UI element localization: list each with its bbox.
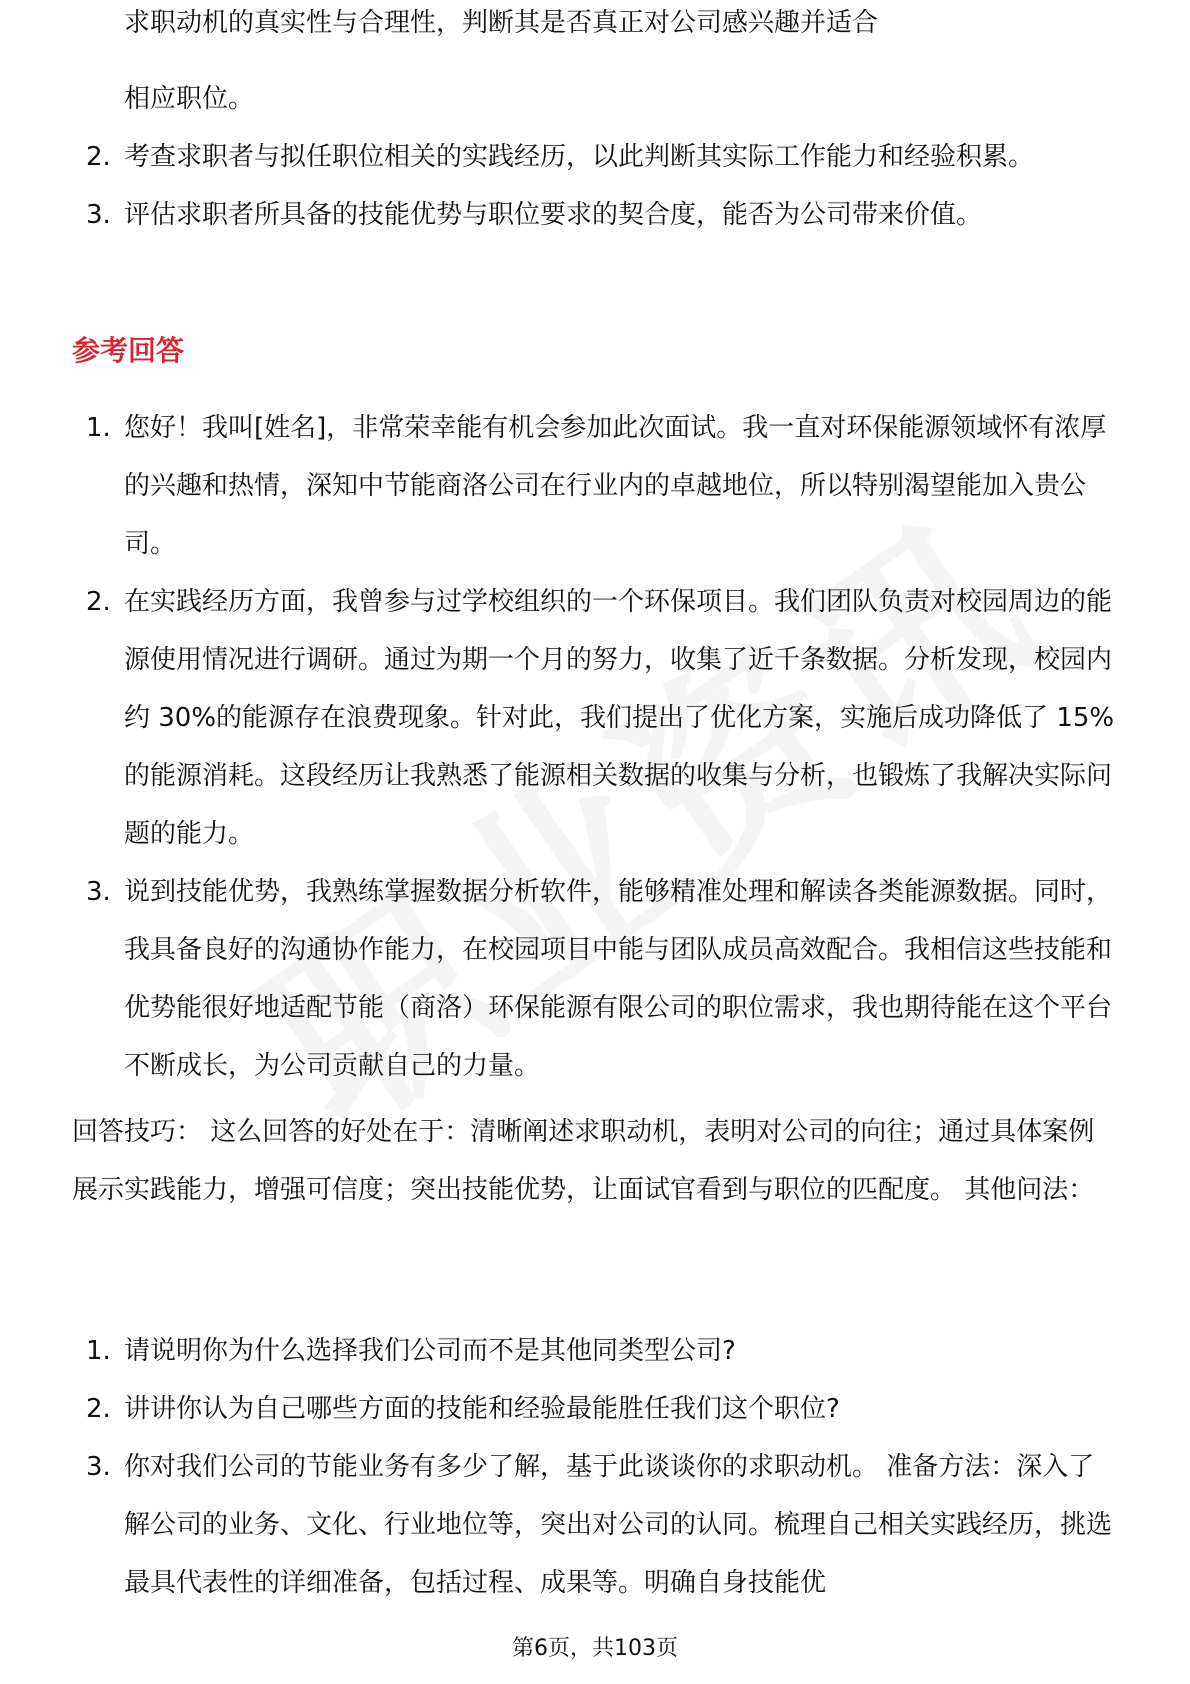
list-number: 1. — [86, 1336, 111, 1366]
list-text: 评估求职者所具备的技能优势与职位要求的契合度，能否为公司带来价值。 — [124, 200, 983, 230]
list-item — [0, 573, 1190, 863]
list-item — [0, 399, 1190, 573]
list-text: 您好！我叫[姓名]，非常荣幸能有机会参加此次面试。我一直对环保能源领域怀有浓厚的兴趣和热情，深知中节能商洛公司在行业内的卓越地位，所以特别渴望能加入贵公司。 — [124, 413, 1107, 559]
list-item — [0, 128, 1190, 186]
cut-off-text-line — [124, 8, 1120, 54]
page-number: 第6页，共103页 — [512, 1636, 678, 1661]
list-number: 3. — [86, 1452, 111, 1482]
list-item — [0, 1322, 1190, 1380]
list-number: 3. — [86, 877, 111, 907]
answer-heading: 参考回答 — [72, 334, 185, 367]
answer-tips: 回答技巧： 这么回答的好处在于：清晰阐述求职动机，表明对公司的向往；通过具体案例展示实践能力，增强可信度；突出技能优势，让面试官看到与职位的匹配度。 其他问法： — [72, 1117, 1095, 1205]
list-number: 3. — [86, 200, 111, 230]
list-text: 讲讲你认为自己哪些方面的技能和经验最能胜任我们这个职位? — [124, 1394, 840, 1424]
cut-off-text: 求职动机的真实性与合理性，判断其是否真正对公司感兴趣并适合 — [124, 8, 879, 38]
list-item — [0, 863, 1190, 1095]
list-number: 2. — [86, 587, 111, 617]
other-questions-list — [0, 1322, 1190, 1612]
list-text: 相应职位。 — [124, 84, 255, 114]
list-item — [0, 70, 1190, 128]
list-item — [0, 1380, 1190, 1438]
list-item — [0, 1438, 1190, 1612]
list-text: 考查求职者与拟任职位相关的实践经历，以此判断其实际工作能力和经验积累。 — [124, 142, 1035, 172]
list-number: 2. — [86, 1394, 111, 1424]
list-item — [0, 186, 1190, 244]
intro-list — [0, 70, 1190, 244]
list-text: 在实践经历方面，我曾参与过学校组织的一个环保项目。我们团队负责对校园周边的能源使用情况进行调研。通过为期一个月的努力，收集了近千条数据。分析发现，校园内约 30%的能源存在浪费现象。针对此，我们提出了优化方案，实施后成功降低了 15%的能源消耗。这段经历让我熟悉了能源相关数据的收集与分析，也锻炼了我解决实际问题的能力。 — [124, 587, 1115, 849]
list-text: 你对我们公司的节能业务有多少了解，基于此谈谈你的求职动机。 准备方法：深入了解公司的业务、文化、行业地位等，突出对公司的认同。梳理自己相关实践经历，挑选最具代表性的详细准备，包括过程、成果等。明确自身技能优 — [124, 1452, 1113, 1598]
list-number: 1. — [86, 413, 111, 443]
list-text: 请说明你为什么选择我们公司而不是其他同类型公司? — [124, 1336, 736, 1366]
answer-list — [0, 399, 1190, 1095]
list-number: 2. — [86, 142, 111, 172]
list-text: 说到技能优势，我熟练掌握数据分析软件，能够精准处理和解读各类能源数据。同时，我具备良好的沟通协作能力，在校园项目中能与团队成员高效配合。我相信这些技能和优势能很好地适配节能（商洛）环保能源有限公司的职位需求，我也期待能在这个平台不断成长，为公司贡献自己的力量。 — [124, 877, 1113, 1081]
